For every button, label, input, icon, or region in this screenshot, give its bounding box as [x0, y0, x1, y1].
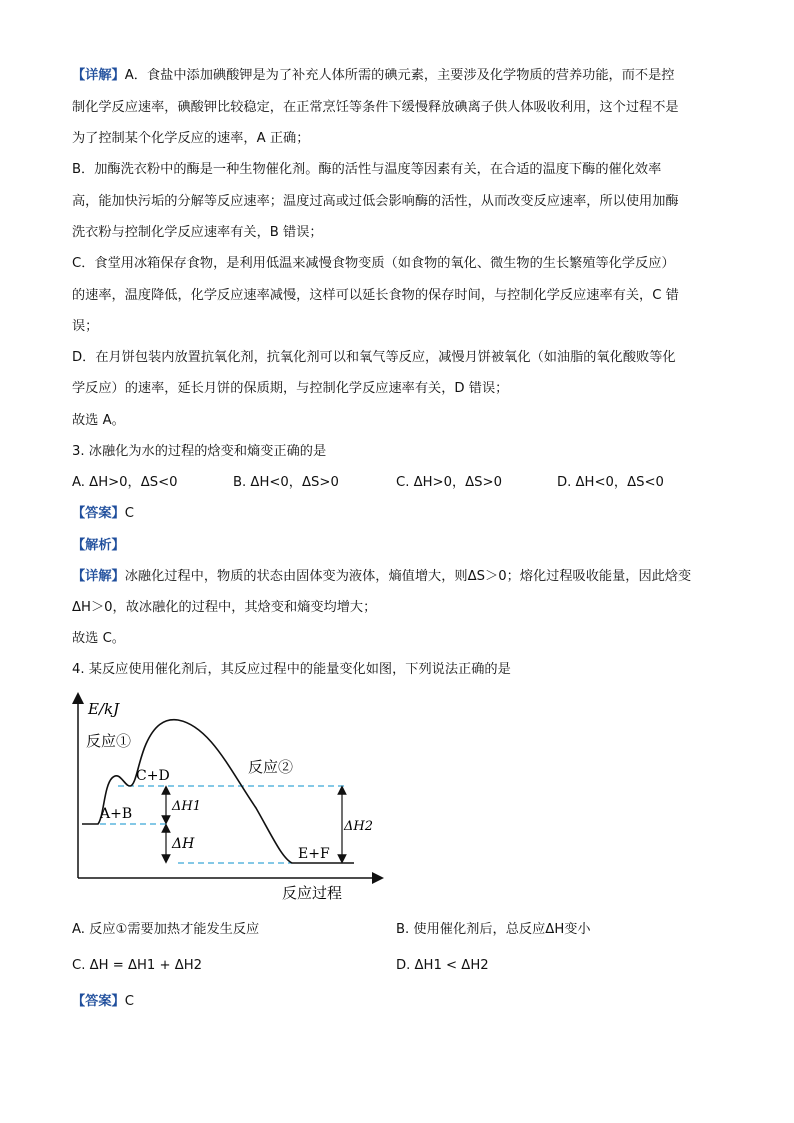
q3-option-d: D. ΔH<0，ΔS<0 — [557, 475, 664, 490]
label-dh1: ΔH1 — [172, 799, 201, 814]
q2-line-10: D．在月饼包装内放置抗氧化剂，抗氧化剂可以和氧气等反应，减慢月饼被氧化（如油脂的氧化酸败等化 — [72, 350, 676, 365]
label-ef: E+F — [298, 846, 330, 862]
label-dh2: ΔH2 — [344, 819, 373, 834]
q3-detail-3: 故选 C。 — [72, 631, 125, 646]
q2-line-5: 高，能加快污垢的分解等反应速率；温度过高或过低会影响酶的活性，从而改变反应速率，所以使用加酶 — [72, 194, 679, 209]
q4-option-c: C. ΔH = ΔH1 + ΔH2 — [72, 958, 203, 973]
x-axis-label: 反应过程 — [282, 884, 343, 902]
energy-diagram — [60, 690, 390, 908]
q2-line-6: 洗衣粉与控制化学反应速率有关，B 错误； — [72, 225, 323, 240]
q2-line-11: 学反应）的速率，延长月饼的保质期，与控制化学反应速率有关，D 错误； — [72, 381, 509, 396]
q2-line-12: 故选 A。 — [72, 413, 125, 428]
q2-line-4: B．加酶洗衣粉中的酶是一种生物催化剂。酶的活性与温度等因素有关，在合适的温度下酶的催化效率 — [72, 162, 662, 177]
label-reaction1: 反应① — [86, 732, 132, 750]
q2-line-3: 为了控制某个化学反应的速率，A 正确； — [72, 131, 310, 146]
y-axis-label: E/kJ — [88, 700, 120, 718]
q4-option-b: B. 使用催化剂后，总反应ΔH变小 — [396, 922, 591, 937]
q3-option-a: A. ΔH>0，ΔS<0 — [72, 475, 178, 490]
label-reaction2: 反应② — [248, 758, 294, 776]
q3-detail-1: 【详解】冰融化过程中，物质的状态由固体变为液体，熵值增大，则ΔS＞0；熔化过程吸收能量，因此焓变 — [72, 569, 692, 584]
label-cd: C+D — [136, 768, 170, 784]
q3-option-c: C. ΔH>0，ΔS>0 — [396, 475, 502, 490]
q2-line-7: C．食堂用冰箱保存食物，是利用低温来减慢食物变质（如食物的氧化、微生物的生长繁殖等化学反应） — [72, 256, 675, 271]
q3-option-b: B. ΔH<0，ΔS>0 — [233, 475, 339, 490]
q4-option-d: D. ΔH1 < ΔH2 — [396, 958, 489, 973]
detail-tag: 【详解】 — [72, 68, 125, 83]
q4-stem: 4. 某反应使用催化剂后，其反应过程中的能量变化如图，下列说法正确的是 — [72, 662, 511, 677]
q3-detail-2: ΔH＞0，故冰融化的过程中，其焓变和熵变均增大； — [72, 600, 377, 615]
q2-line-9: 误； — [72, 319, 99, 334]
q4-option-a: A. 反应①需要加热才能发生反应 — [72, 922, 260, 937]
q3-analysis-tag: 【解析】 — [72, 538, 125, 553]
q2-line-2: 制化学反应速率，碘酸钾比较稳定，在正常烹饪等条件下缓慢释放碘离子供人体吸收利用，这个过程不是 — [72, 100, 679, 115]
q3-answer: 【答案】C — [72, 506, 134, 521]
label-dh: ΔH — [172, 836, 195, 852]
q2-line-8: 的速率，温度降低，化学反应速率减慢，这样可以延长食物的保存时间，与控制化学反应速率有关，C 错 — [72, 288, 679, 303]
label-ab: A+B — [100, 806, 133, 822]
q3-stem: 3. 冰融化为水的过程的焓变和熵变正确的是 — [72, 444, 327, 459]
q2-line-1: 【详解】A．食盐中添加碘酸钾是为了补充人体所需的碘元素，主要涉及化学物质的营养功能，而不是控 — [72, 68, 675, 83]
q4-answer: 【答案】C — [72, 994, 134, 1009]
